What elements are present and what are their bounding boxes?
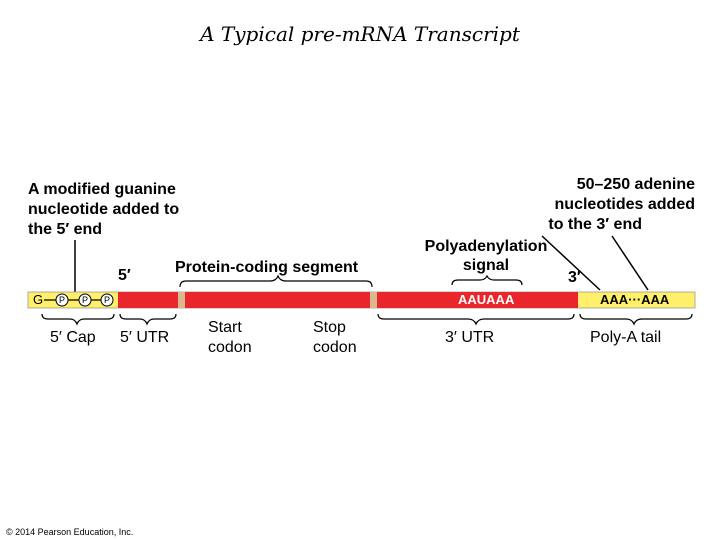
polyadenylation-brace xyxy=(452,276,522,285)
poly-a-brace xyxy=(580,314,692,324)
three-utr-label: 3′ UTR xyxy=(445,329,495,346)
protein-coding-label: Protein-coding segment xyxy=(175,259,359,276)
stop-codon-mark xyxy=(370,292,377,308)
polyadenylation-label-line-2: signal xyxy=(462,257,510,274)
five-prime-end-label: 5′ xyxy=(118,267,131,284)
poly-a-tail-label: Poly-A tail xyxy=(590,329,662,346)
cap-brace xyxy=(42,314,114,324)
adenine-label-line-3: to the 3′ end xyxy=(548,216,642,233)
start-codon-label-line-1: Start xyxy=(208,319,242,336)
adenine-pointer-line-2 xyxy=(612,236,648,290)
diagram-title: A Typical pre-mRNA Transcript xyxy=(200,22,520,46)
start-codon-mark xyxy=(178,292,185,308)
three-utr-brace xyxy=(378,314,574,324)
aauaaa-sequence: AAUAAA xyxy=(458,292,515,307)
copyright-notice: © 2014 Pearson Education, Inc. xyxy=(6,527,134,537)
five-cap-label: 5′ Cap xyxy=(50,329,96,346)
three-prime-end-label: 3′ xyxy=(568,269,581,286)
phosphate-label-1: P xyxy=(58,295,65,305)
adenine-label-line-2: nucleotides added xyxy=(554,196,695,213)
guanine-label-line-1: A modified guanine xyxy=(28,181,176,198)
polyadenylation-label-line-1: Polyadenylation xyxy=(424,238,548,255)
adenine-label-line-1: 50–250 adenine xyxy=(576,176,695,193)
guanine-label-line-3: the 5′ end xyxy=(28,221,103,238)
guanine-label-line-2: nucleotide added to xyxy=(28,201,180,218)
phosphate-label-2: P xyxy=(81,295,88,305)
stop-codon-label-line-2: codon xyxy=(313,339,357,356)
phosphate-label-3: P xyxy=(103,295,110,305)
start-codon-label-line-2: codon xyxy=(208,339,252,356)
cap-guanine-label: G xyxy=(33,292,44,307)
five-utr-label: 5′ UTR xyxy=(120,329,170,346)
poly-a-sequence: AAA···AAA xyxy=(600,292,670,307)
five-utr-brace xyxy=(120,314,176,324)
stop-codon-label-line-1: Stop xyxy=(313,319,346,336)
